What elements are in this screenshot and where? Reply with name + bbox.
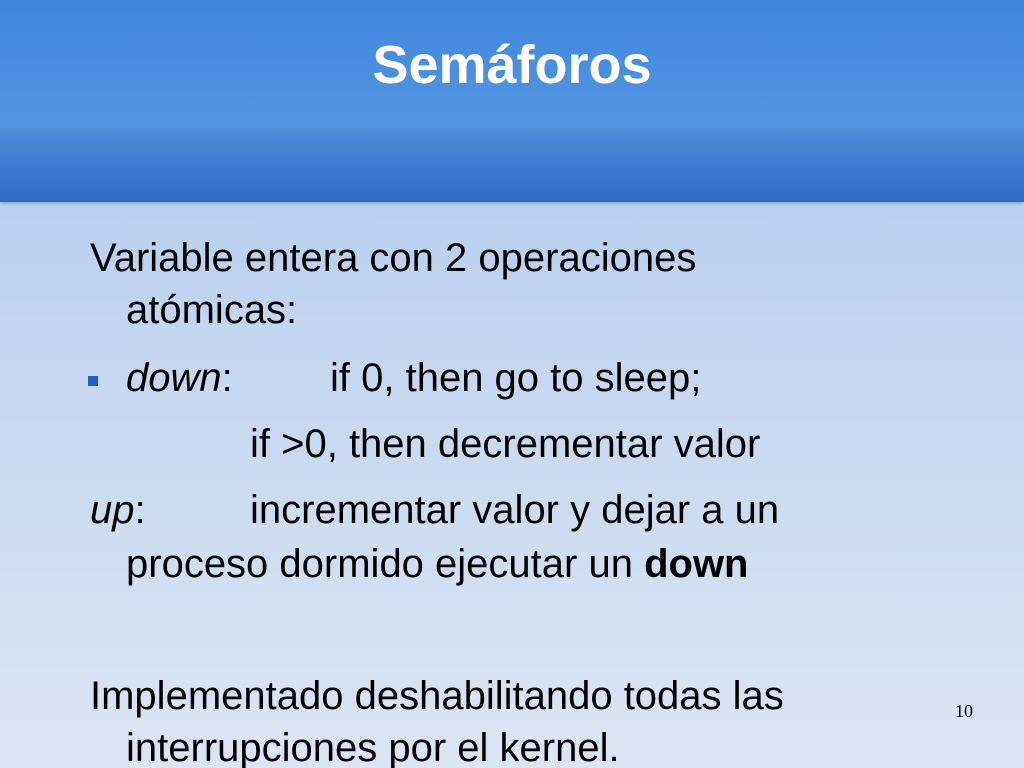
- paragraph1-line1: Variable entera con 2 operaciones: [90, 236, 697, 280]
- up-colon: :: [134, 488, 146, 532]
- slide-title: Semáforos: [372, 35, 652, 95]
- paragraph2-line1: Implementado deshabilitando todas las: [90, 674, 784, 718]
- down-term: down: [126, 356, 222, 400]
- down-term-wrap: [126, 352, 233, 404]
- up-line1: incrementar valor y dejar a un: [250, 488, 780, 532]
- down-rule1: if 0, then go to sleep;: [330, 356, 702, 400]
- page-number: 10: [955, 701, 973, 721]
- down-colon: :: [221, 356, 233, 400]
- up-term: up: [90, 488, 135, 532]
- down-rule2: if >0, then decrementar valor: [250, 422, 761, 466]
- up-line2: [126, 538, 749, 590]
- up-line2-prefix: proceso dormido ejecutar un: [126, 542, 645, 586]
- paragraph1-line2: atómicas:: [126, 288, 298, 332]
- up-line2-bold: down: [644, 542, 749, 586]
- up-term-wrap: [90, 484, 146, 536]
- bullet-square-icon: [88, 376, 98, 386]
- title-band-lower: [0, 128, 1024, 202]
- paragraph2-line2: interrupciones por el kernel.: [126, 726, 620, 768]
